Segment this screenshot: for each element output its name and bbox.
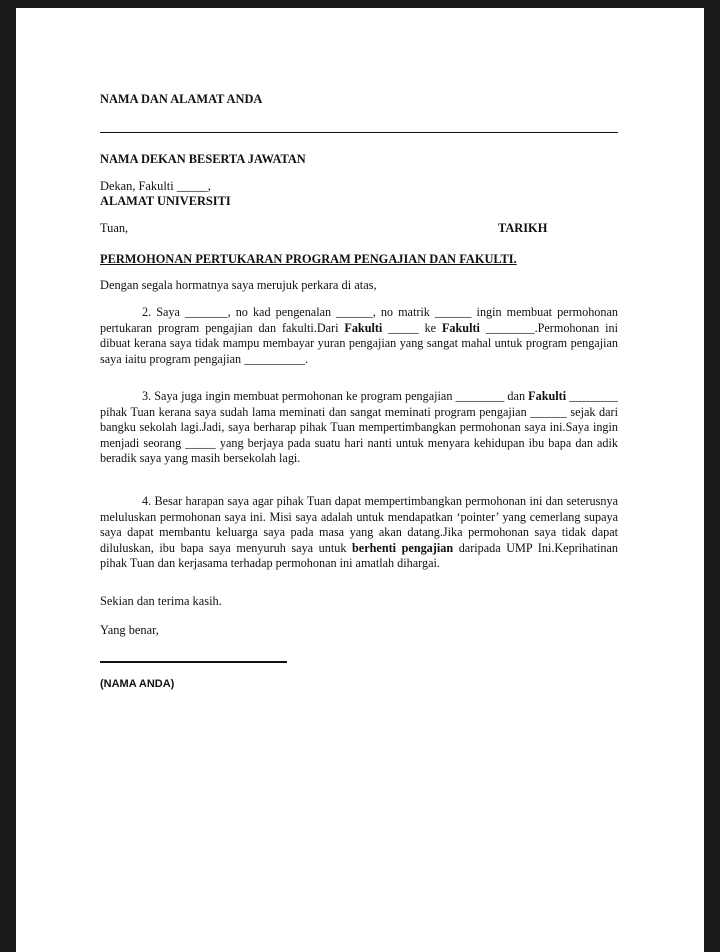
date-label: TARIKH — [498, 221, 548, 235]
p2-text-2: _____ ke — [382, 320, 442, 335]
paragraph-4 — [100, 494, 618, 572]
paragraph-2 — [100, 305, 618, 367]
signature-line — [100, 661, 287, 663]
sign-off: Yang benar, — [100, 623, 159, 637]
paragraph-3 — [100, 389, 618, 467]
opening-line: Dengan segala hormatnya saya merujuk perkara di atas, — [100, 278, 377, 292]
p2-bold-2: Fakulti — [441, 320, 480, 335]
p4-text-1: 4. Besar harapan saya agar pihak Tuan dapat mempertimbangkan permohonan ini dan seterusnya meluluskan permohonan saya ini. Misi saya adalah untuk mendapatkan ‘pointer’ yang cemerlang supaya saya dapat membantu keluarga saya pada masa yang akan datang.Jika permohonan saya tidak dapat diluluskan, ibu bapa saya menyuruh saya untuk — [100, 494, 618, 555]
sender-heading: NAMA DAN ALAMAT ANDA — [100, 92, 263, 106]
dean-line: Dekan, Fakulti _____, — [100, 179, 211, 193]
university-address: ALAMAT UNIVERSITI — [100, 194, 231, 208]
closing-line: Sekian dan terima kasih. — [100, 594, 222, 608]
sender-underline — [100, 132, 618, 133]
p2-bold-1: Fakulti — [344, 320, 383, 335]
p3-bold-1: Fakulti — [528, 389, 567, 403]
p4-bold-1: berhenti pengajian — [352, 540, 454, 555]
signature-name: (NAMA ANDA) — [100, 678, 175, 690]
p2-text-3: ________.Permohonan ini dibuat kerana saya tidak mampu membayar yuran pengajian yang sangat mahal untuk program pengajian saya iaitu program pengajian __________. — [100, 320, 618, 366]
subject-line: PERMOHONAN PERTUKARAN PROGRAM PENGAJIAN DAN FAKULTI. — [100, 252, 517, 266]
salutation: Tuan, — [100, 221, 129, 235]
p4-text-2: daripada UMP Ini.Keprihatinan pihak Tuan dan kerjasama terhadap permohonan ini amatlah dihargai. — [100, 540, 619, 570]
p3-text-2: ________ pihak Tuan kerana saya sudah lama meminati dan sangat meminati program pengajian ______ sejak dari bangku sekolah lagi.Jadi, saya berharap pihak Tuan mempertimbangkan permohonan saya ini.Saya ingin menjadi seorang _____ yang berjaya pada suatu hari nanti untuk menyara kehidupan ibu bapa dan adik beradik saya yang masih bersekolah lagi. — [100, 389, 618, 465]
p2-text-1: 2. Saya _______, no kad pengenalan ______, no matrik ______ ingin membuat permohonan pertukaran program pengajian dan fakulti.Dari — [100, 305, 618, 335]
recipient-heading: NAMA DEKAN BESERTA JAWATAN — [100, 152, 306, 166]
p3-text-1: 3. Saya juga ingin membuat permohonan ke program pengajian ________ dan — [142, 389, 529, 403]
document-page — [16, 8, 704, 952]
